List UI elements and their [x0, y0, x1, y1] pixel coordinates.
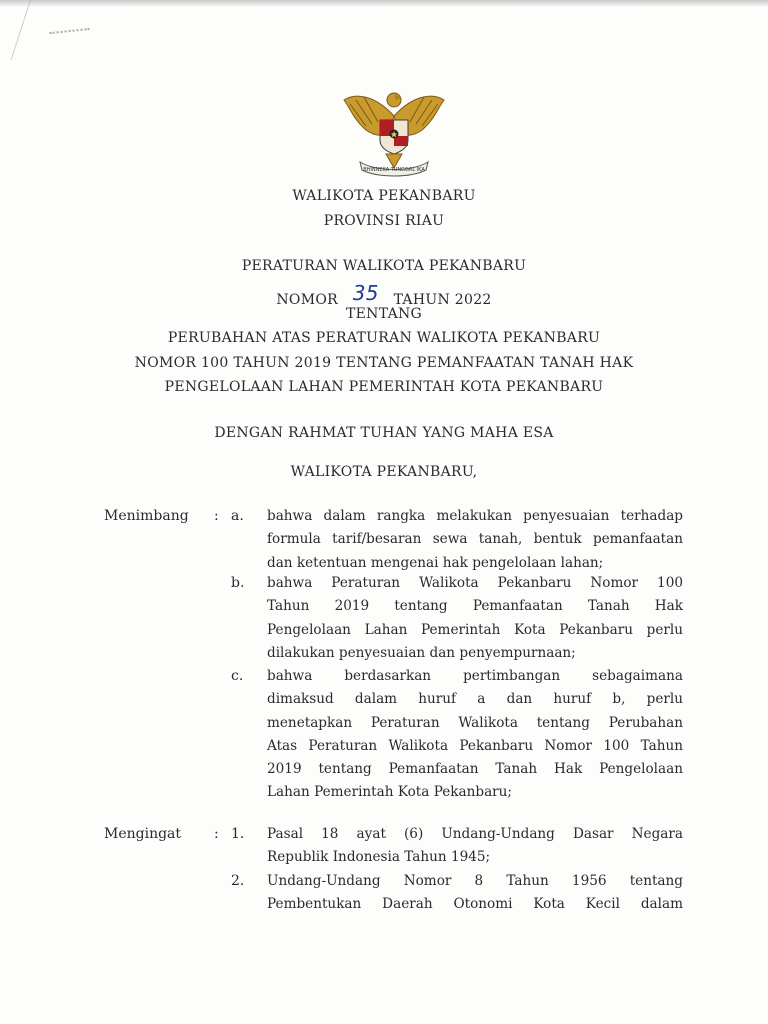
text-line: 2019 tentang Pemanfaatan Tanah Hak Pengelolaan	[267, 761, 683, 778]
menimbang-colon: :	[214, 508, 219, 524]
regulation-title: PERATURAN WALIKOTA PEKANBARU	[241, 258, 527, 274]
scan-edge	[0, 0, 768, 6]
text-line: menetapkan Peraturan Walikota tentang Perubahan	[267, 714, 683, 731]
text-line: formula tarif/besaran sewa tanah, bentuk pemanfaatan	[267, 531, 683, 548]
text-line: bahwa berdasarkan pertimbangan sebagaimana	[267, 668, 683, 684]
menimbang-marker-a: a.	[231, 508, 244, 524]
menimbang-item-c	[267, 665, 683, 805]
header-city: WALIKOTA PEKANBARU	[292, 188, 476, 204]
tentang-heading: TENTANG	[345, 306, 423, 322]
mengingat-marker-2: 2.	[231, 873, 245, 889]
nomor-label: NOMOR	[276, 292, 338, 308]
mengingat-item-2	[267, 870, 683, 917]
emblem-motto: BHINNEKA TUNGGAL IKA	[363, 167, 425, 173]
mengingat-colon: :	[214, 826, 219, 842]
text-line: dimaksud dalam huruf a dan huruf b, perlu	[267, 691, 683, 708]
nomor-value: 35	[352, 281, 379, 305]
mengingat-marker-1: 1.	[231, 826, 245, 842]
text-line: Lahan Pemerintah Kota Pekanbaru;	[267, 784, 513, 801]
tahun-value: 2022	[454, 292, 492, 308]
menimbang-label: Menimbang	[104, 508, 189, 524]
scan-artifact-line	[0, 0, 31, 60]
garuda-emblem-icon	[336, 86, 452, 182]
text-line: Undang-Undang Nomor 8 Tahun 1956 tentang	[267, 873, 683, 889]
text-line: Pengelolaan Lahan Pemerintah Kota Pekanbaru perlu	[267, 621, 683, 638]
subject-line-2: NOMOR 100 TAHUN 2019 TENTANG PEMANFAATAN TANAH HAK	[134, 355, 634, 371]
text-line: bahwa Peraturan Walikota Pekanbaru Nomor 100	[267, 575, 683, 591]
text-line: dilakukan penyesuaian dan penyempurnaan;	[267, 644, 576, 661]
menimbang-marker-b: b.	[231, 575, 245, 591]
text-line: Republik Indonesia Tahun 1945;	[267, 849, 491, 866]
text-line: Tahun 2019 tentang Pemanfaatan Tanah Hak	[267, 598, 683, 615]
text-line: bahwa dalam rangka melakukan penyesuaian terhadap	[267, 508, 683, 524]
menimbang-item-b	[267, 572, 683, 665]
mengingat-label: Mengingat	[104, 826, 182, 842]
text-line: Atas Peraturan Walikota Pekanbaru Nomor 100 Tahun	[267, 737, 683, 754]
subject-line-3: PENGELOLAAN LAHAN PEMERINTAH KOTA PEKANBARU	[164, 379, 604, 395]
menimbang-item-a	[267, 505, 683, 575]
scan-smudge	[50, 28, 91, 42]
text-line: Pembentukan Daerah Otonomi Kota Kecil dalam	[267, 896, 683, 913]
tahun-label: TAHUN	[393, 292, 451, 308]
header-province: PROVINSI RIAU	[323, 213, 445, 229]
mengingat-item-1	[267, 823, 683, 870]
issuer: WALIKOTA PEKANBARU,	[290, 464, 478, 480]
text-line: Pasal 18 ayat (6) Undang-Undang Dasar Negara	[267, 826, 683, 842]
menimbang-marker-c: c.	[231, 668, 244, 684]
preamble: DENGAN RAHMAT TUHAN YANG MAHA ESA	[214, 425, 554, 441]
subject-line-1: PERUBAHAN ATAS PERATURAN WALIKOTA PEKANBARU	[167, 330, 601, 346]
text-line: dan ketentuan mengenai hak pengelolaan lahan;	[267, 554, 604, 571]
